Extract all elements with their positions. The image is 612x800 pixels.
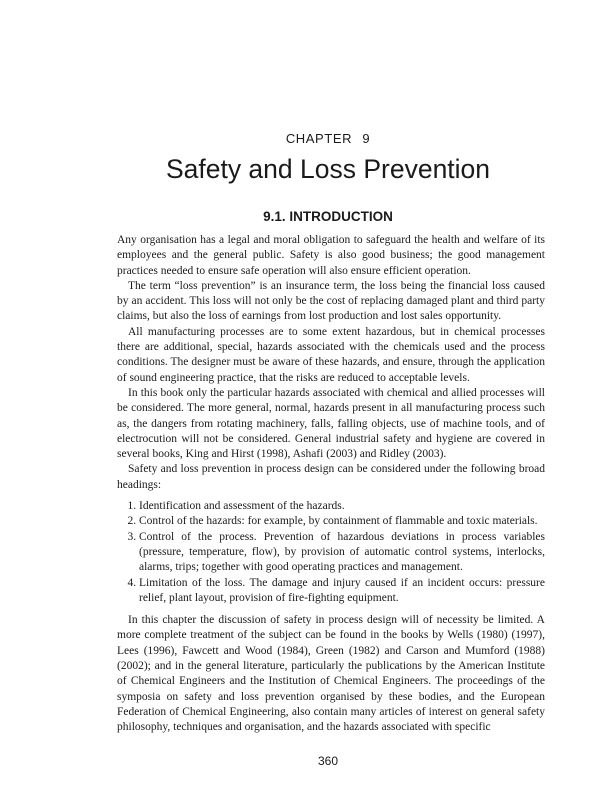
list-item: 3. Control of the process. Prevention of hazardous deviations in process variables (pressure, temperature, flow), by provision of automatic control systems, interlocks, alarms, trips; together with good operating practices and management.: [139, 530, 545, 576]
chapter-label: CHAPTER 9: [285, 131, 371, 146]
list-item: 4. Limitation of the loss. The damage and injury caused if an incident occurs: pressure relief, plant layout, provision of fire-fighting equipment.: [139, 576, 545, 607]
chapter-title: Safety and Loss Prevention: [165, 154, 491, 184]
paragraph: Safety and loss prevention in process design can be considered under the following broad headings:: [117, 463, 545, 491]
paragraph: The term “loss prevention” is an insurance term, the loss being the financial loss caused by an accident. This loss will not only be the cost of replacing damaged plant and third party claims, but also the loss of earnings from lost production and lost sales opportunity.: [117, 279, 545, 323]
page-number: 360: [317, 754, 339, 768]
closing-paragraph: In this chapter the discussion of safety in process design will of necessity be limited. A more complete treatment of the subject can be found in the books by Wells (1980) (1997), Lees (1996), Fawcett and Wood (1984), Green (1982) and Carson and Mumford (1988) (2002); and in the general literature, particularly the publications by the American Institute of Chemical Engineers and the Institution of Chemical Engineers. The proceedings of the symposia on safety and loss prevention organised by these bodies, and the European Federation of Chemical Engineering, also contain many articles of interest on general safety philosophy, techniques and organisation, and the hazards associated with specific: [117, 614, 545, 734]
paragraph: Any organisation has a legal and moral obligation to safeguard the health and welfare of its employees and the general public. Safety is also good business; the good management practices needed to ensure safe operation will also ensure efficient operation.: [117, 234, 545, 277]
numbered-list: [117, 499, 545, 606]
section-heading: 9.1. INTRODUCTION: [263, 209, 393, 224]
body-text: [117, 233, 545, 736]
list-item: 2. Control of the hazards: for example, by containment of flammable and toxic materials.: [139, 514, 545, 529]
paragraph: In this book only the particular hazards associated with chemical and allied processes will be considered. The more general, normal, hazards present in all manufacturing process such as, the dangers from rotating machinery, falls, falling objects, use of machine tools, and of electrocution will not be considered. General industrial safety and hygiene are covered in several books, King and Hirst (1998), Ashafi (2003) and Ridley (2003).: [117, 386, 545, 461]
list-item: 1. Identification and assessment of the hazards.: [139, 499, 545, 514]
paragraph: All manufacturing processes are to some extent hazardous, but in chemical processes there are additional, special, hazards associated with the chemicals used and the process conditions. The designer must be aware of these hazards, and ensure, through the application of sound engineering practice, that the risks are reduced to acceptable levels.: [117, 325, 545, 384]
